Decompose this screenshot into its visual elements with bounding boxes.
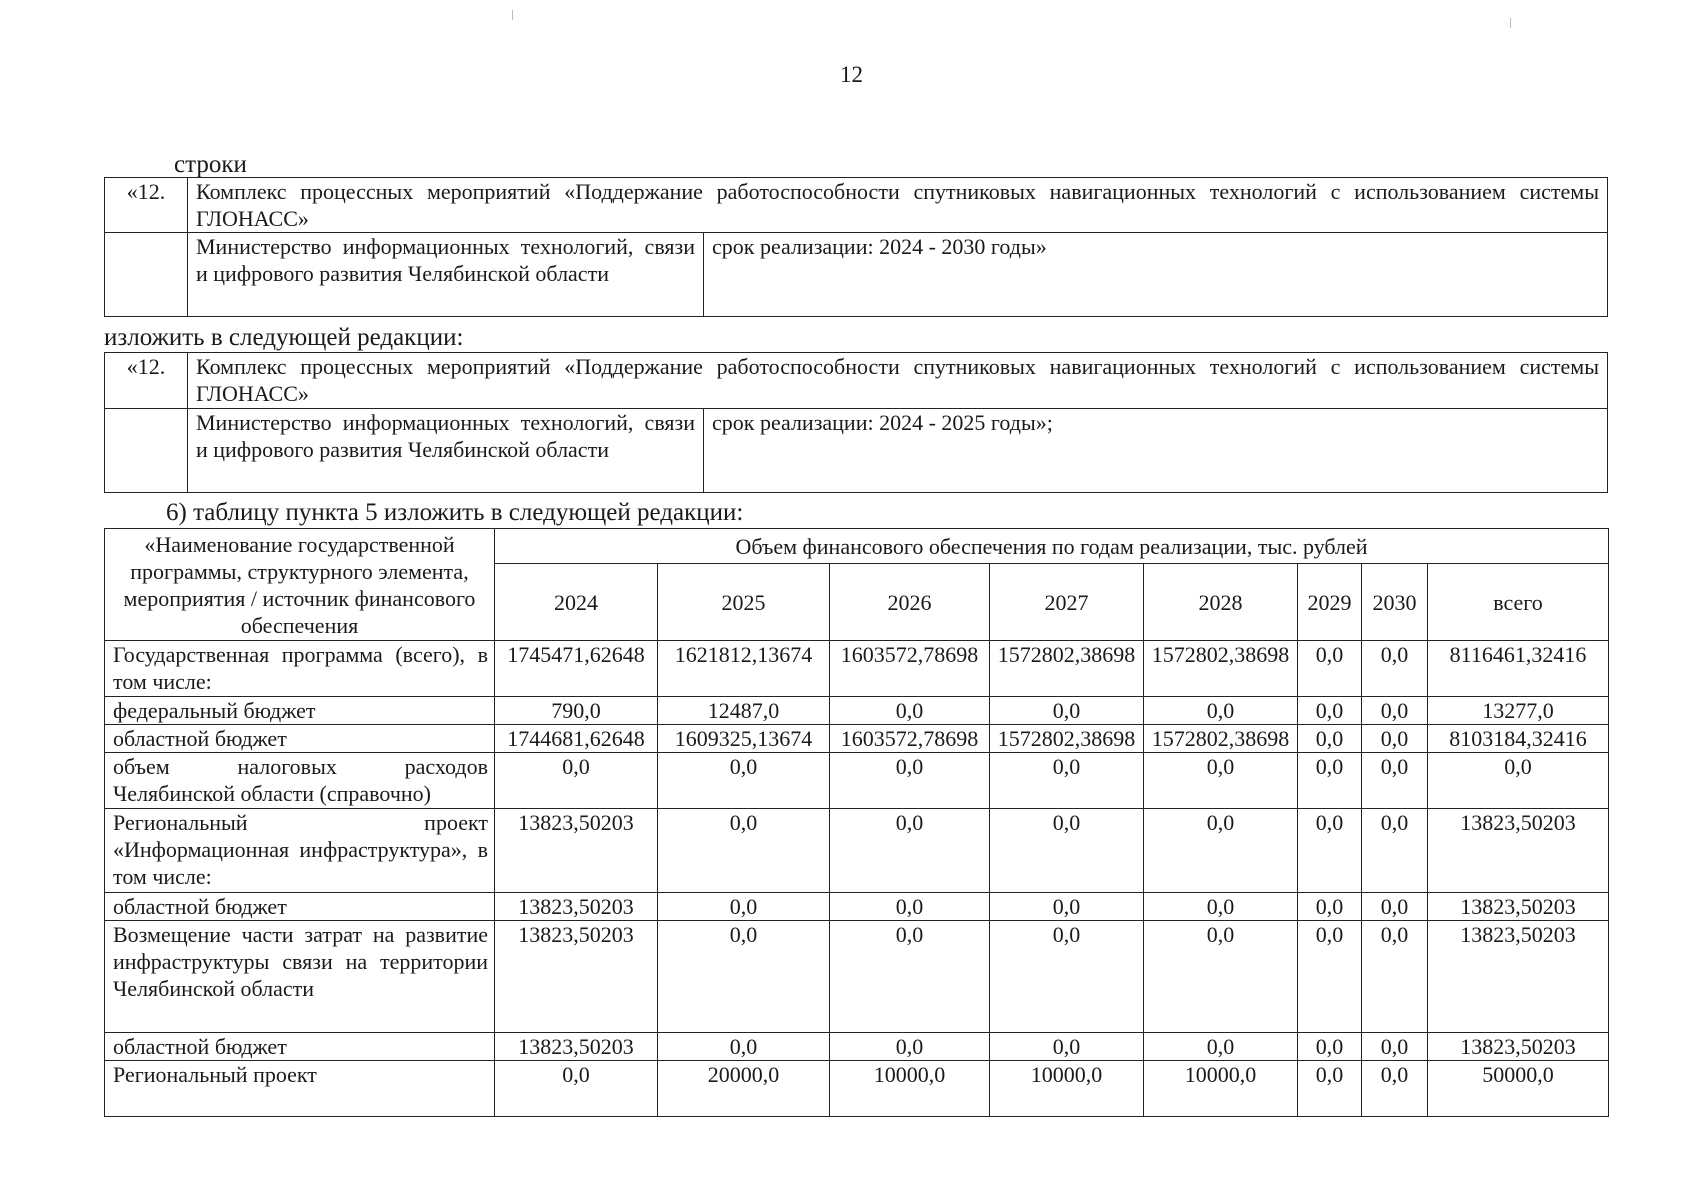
table-row [105,641,1609,697]
row-total: 8103184,32416 [1428,725,1609,753]
row-value: 0,0 [990,893,1144,921]
row-value: 0,0 [1144,893,1298,921]
year-header: 2025 [658,564,830,641]
row-value: 0,0 [1144,921,1298,1033]
row-value: 0,0 [1298,641,1362,697]
year-header: 2024 [495,564,658,641]
row-value: 0,0 [1298,753,1362,809]
row-value: 1744681,62648 [495,725,658,753]
table-row [105,753,1609,809]
row-value: 0,0 [1362,753,1428,809]
row-value: 13823,50203 [495,921,658,1033]
row-value: 0,0 [1362,725,1428,753]
row-value: 13823,50203 [495,893,658,921]
row-value: 1572802,38698 [1144,641,1298,697]
row-value: 0,0 [1362,893,1428,921]
scan-mark [1510,18,1511,28]
row-value: 13823,50203 [495,809,658,893]
row-value: 0,0 [1144,697,1298,725]
row-value: 0,0 [990,1033,1144,1061]
row-number: «12. [105,353,188,409]
row-value: 1572802,38698 [990,725,1144,753]
table-row [105,1061,1609,1117]
row-ministry: Министерство информационных технологий, связи и цифрового развития Челябинской области [188,233,704,317]
page-number: 12 [840,62,863,87]
row-value: 0,0 [1362,1061,1428,1117]
row-value: 0,0 [1362,809,1428,893]
row-name: объем налоговых расходов Челябинской области (справочно) [105,753,495,809]
row-name: Возмещение части затрат на развитие инфраструктуры связи на территории Челябинской области [105,921,495,1033]
row-value: 1603572,78698 [830,725,990,753]
row-value: 0,0 [658,1033,830,1061]
row-value: 790,0 [495,697,658,725]
row-value: 20000,0 [658,1061,830,1117]
row-name: областной бюджет [105,1033,495,1061]
row-value: 0,0 [830,921,990,1033]
table-row [105,725,1609,753]
row-total: 13823,50203 [1428,1033,1609,1061]
label-point6: 6) таблицу пункта 5 изложить в следующей редакции: [166,499,744,526]
row-value: 0,0 [990,697,1144,725]
label-new-edition: изложить в следующей редакции: [104,324,464,351]
year-header: 2029 [1298,564,1362,641]
row-value: 13823,50203 [495,1033,658,1061]
row-name: Региональный проект «Информационная инфраструктура», в том числе: [105,809,495,893]
row-value: 0,0 [658,753,830,809]
row-value: 0,0 [1144,809,1298,893]
row-value: 10000,0 [1144,1061,1298,1117]
row-value: 0,0 [830,697,990,725]
row-total: 8116461,32416 [1428,641,1609,697]
row-value: 0,0 [830,1033,990,1061]
row-value: 10000,0 [990,1061,1144,1117]
row-value: 0,0 [1144,753,1298,809]
row-value: 12487,0 [658,697,830,725]
row-value: 0,0 [1144,1033,1298,1061]
row-value: 10000,0 [830,1061,990,1117]
year-header: 2028 [1144,564,1298,641]
row-name: областной бюджет [105,725,495,753]
row-value: 1572802,38698 [990,641,1144,697]
table-row [105,1033,1609,1061]
row-value: 1603572,78698 [830,641,990,697]
table-row [105,921,1609,1033]
total-header: всего [1428,564,1609,641]
row-value: 0,0 [1298,921,1362,1033]
table-row [105,893,1609,921]
row-value: 0,0 [1298,893,1362,921]
table-row [105,809,1609,893]
row-value: 1609325,13674 [658,725,830,753]
table-row [105,697,1609,725]
empty-cell [105,233,188,317]
row-value: 1621812,13674 [658,641,830,697]
year-header: 2027 [990,564,1144,641]
row-value: 0,0 [830,753,990,809]
row-value: 1745471,62648 [495,641,658,697]
row-term: срок реализации: 2024 - 2025 годы»; [704,409,1608,493]
row-value: 0,0 [1298,1061,1362,1117]
row-name: Региональный проект [105,1061,495,1117]
row-value: 0,0 [1298,809,1362,893]
row-value: 0,0 [1362,697,1428,725]
row-value: 0,0 [1362,1033,1428,1061]
empty-cell [105,409,188,493]
row-title: Комплекс процессных мероприятий «Поддержание работоспособности спутниковых навигационных технологий с использованием системы ГЛОНАСС» [188,353,1608,409]
row-total: 50000,0 [1428,1061,1609,1117]
row-total: 13823,50203 [1428,893,1609,921]
row-ministry: Министерство информационных технологий, связи и цифрового развития Челябинской области [188,409,704,493]
row-name: областной бюджет [105,893,495,921]
new-row-table [104,352,1608,493]
row-number: «12. [105,178,188,233]
row-value: 0,0 [1362,921,1428,1033]
label-stroki: строки [174,151,247,178]
row-value: 0,0 [495,753,658,809]
row-value: 0,0 [1298,697,1362,725]
row-value: 0,0 [1298,1033,1362,1061]
row-value: 0,0 [830,893,990,921]
year-header: 2026 [830,564,990,641]
row-term: срок реализации: 2024 - 2030 годы» [704,233,1608,317]
row-value: 0,0 [1298,725,1362,753]
row-value: 0,0 [990,921,1144,1033]
finance-table [104,528,1609,1117]
row-name: федеральный бюджет [105,697,495,725]
row-value: 0,0 [1362,641,1428,697]
row-value: 0,0 [658,809,830,893]
row-name: Государственная программа (всего), в том числе: [105,641,495,697]
scan-mark [512,10,513,20]
row-total: 13823,50203 [1428,921,1609,1033]
header-name: «Наименование государственной программы, структурного элемента, мероприятия / источник финансового обеспечения [105,529,495,641]
row-value: 0,0 [658,921,830,1033]
row-value: 0,0 [658,893,830,921]
row-value: 0,0 [830,809,990,893]
row-title: Комплекс процессных мероприятий «Поддержание работоспособности спутниковых навигационных технологий с использованием системы ГЛОНАСС» [188,178,1608,233]
row-total: 13823,50203 [1428,809,1609,893]
row-value: 1572802,38698 [1144,725,1298,753]
year-header: 2030 [1362,564,1428,641]
row-total: 13277,0 [1428,697,1609,725]
row-total: 0,0 [1428,753,1609,809]
row-value: 0,0 [990,753,1144,809]
row-value: 0,0 [495,1061,658,1117]
old-row-table [104,177,1608,317]
header-volume: Объем финансового обеспечения по годам реализации, тыс. рублей [495,529,1609,564]
row-value: 0,0 [990,809,1144,893]
